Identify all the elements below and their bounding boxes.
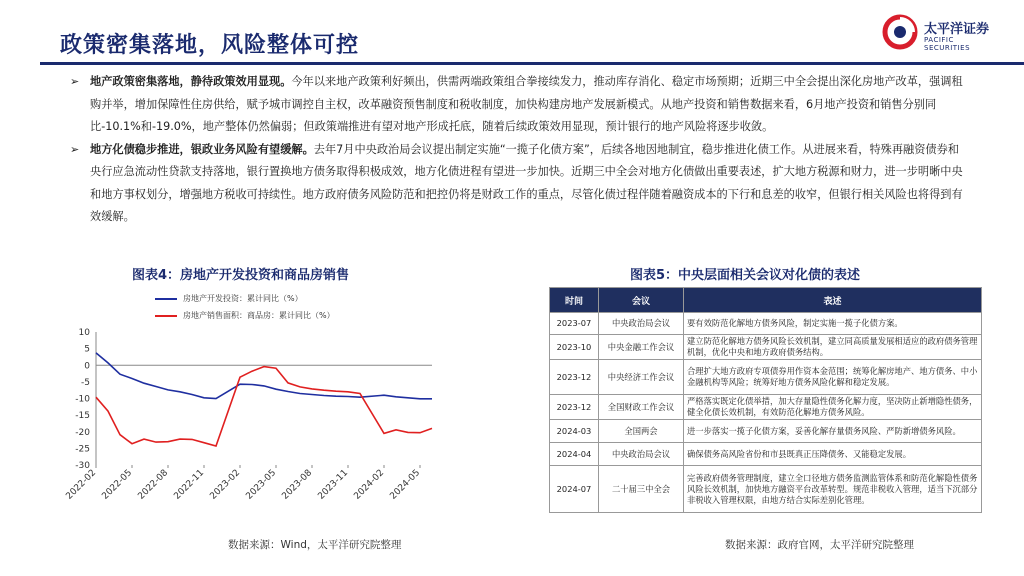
legend-swatch-red <box>155 315 177 317</box>
legend-label: 房地产销售面积：商品房：累计同比（%） <box>183 311 335 320</box>
y-tick-label: -15 <box>75 411 90 422</box>
x-tick-label: 2023-05 <box>244 468 279 502</box>
table-row <box>550 313 982 335</box>
logo-emblem-icon <box>882 14 918 50</box>
legend-item <box>155 290 335 307</box>
logo-name-cn: 太平洋证券 <box>924 22 990 37</box>
x-tick-label: 2023-02 <box>208 468 243 502</box>
debt-policy-table <box>549 287 982 513</box>
chart4-source: 数据来源：Wind，太平洋研究院整理 <box>228 539 402 551</box>
cell-statement: 完善政府债务管理制度，建立全口径地方债务监测监管体系和防范化解隐性债务风险长效机制，加快地方融资平台改革转型。规范非税收入管理，适当下沉部分非税收入管理权限，由地方结合实际差别化管理。 <box>684 466 982 513</box>
table-row <box>550 395 982 420</box>
table-row <box>550 335 982 360</box>
x-tick-label: 2023-08 <box>280 468 315 502</box>
cell-time: 2024-04 <box>550 443 599 466</box>
y-tick-label: -10 <box>75 394 90 405</box>
bullet-item <box>70 139 970 229</box>
cell-time: 2023-07 <box>550 313 599 335</box>
x-tick-label: 2022-05 <box>100 468 135 502</box>
cell-time: 2023-12 <box>550 360 599 395</box>
arrow-bullet-icon: ➢ <box>70 142 80 156</box>
logo-name-en: PACIFIC SECURITIES <box>924 36 971 52</box>
y-tick-label: 0 <box>84 361 90 372</box>
x-tick-label: 2022-02 <box>64 468 99 502</box>
column-header-time: 时间 <box>550 288 599 313</box>
x-tick-label: 2022-08 <box>136 468 171 502</box>
bullet-lead: 地方化债稳步推进，银政业务风险有望缓解。 <box>90 142 314 156</box>
series-line-investment <box>96 353 432 399</box>
table-row <box>550 466 982 513</box>
y-tick-label: 10 <box>78 328 90 338</box>
series-line-sales-area <box>96 367 432 446</box>
chart5-source: 数据来源：政府官网，太平洋研究院整理 <box>725 539 914 551</box>
cell-meeting: 全国两会 <box>599 420 684 443</box>
company-logo <box>882 14 1002 50</box>
y-tick-label: 5 <box>84 344 90 355</box>
x-tick-label: 2024-05 <box>388 468 423 502</box>
summary-bullets <box>70 71 970 229</box>
cell-time: 2023-12 <box>550 395 599 420</box>
cell-statement: 合理扩大地方政府专项债券用作资本金范围；统筹化解房地产、地方债务、中小金融机构等风险；统筹好地方债务风险化解和稳定发展。 <box>684 360 982 395</box>
column-header-statement: 表述 <box>684 288 982 313</box>
bullet-lead: 地产政策密集落地，静待政策效用显现。 <box>90 75 292 88</box>
table-row <box>550 360 982 395</box>
cell-time: 2024-07 <box>550 466 599 513</box>
bullet-item <box>70 71 970 139</box>
x-tick-label: 2024-02 <box>352 468 387 502</box>
cell-meeting: 中央金融工作会议 <box>599 335 684 360</box>
cell-meeting: 二十届三中全会 <box>599 466 684 513</box>
legend-swatch-blue <box>155 298 177 300</box>
cell-meeting: 中央政治局会议 <box>599 443 684 466</box>
x-tick-label: 2023-11 <box>316 468 351 502</box>
bullet-text: 去年7月中央政治局会议提出制定实施“一揽子化债方案”，后续各地因地制宜，稳步推进化债工作。从进展来看，特殊再融资债券和央行应急流动性贷款支持落地，银行置换地方债务取得积极成效，地方化债进程有望进一步加快。近期三中全会对地方化债做出重要表述，扩大地方税源和财力，进一步明晰中央和地方事权划分，增强地方税收可持续性。地方政府债务风险防范和把控仍将是财政工作的重点，尽管化债过程伴随着融资成本的下行和息差的收窄，但银行相关风险也将得到有效缓解。 <box>90 142 963 223</box>
table-row <box>550 420 982 443</box>
cell-time: 2024-03 <box>550 420 599 443</box>
page-title: 政策密集落地，风险整体可控 <box>60 33 360 58</box>
cell-statement: 严格落实既定化债举措，加大存量隐性债务化解力度，坚决防止新增隐性债务，健全化债长效机制，有效防范化解地方债务风险。 <box>684 395 982 420</box>
chart5-title: 图表5：中央层面相关会议对化债的表述 <box>630 268 861 283</box>
cell-statement: 确保债务高风险省份和市县既真正压降债务、又能稳定发展。 <box>684 443 982 466</box>
y-tick-label: -25 <box>75 444 90 455</box>
column-header-meeting: 会议 <box>599 288 684 313</box>
table-header-row <box>550 288 982 313</box>
y-tick-label: -20 <box>75 427 90 438</box>
cell-time: 2023-10 <box>550 335 599 360</box>
table-row <box>550 443 982 466</box>
bullet-text: 今年以来地产政策利好频出，供需两端政策组合拳接续发力，推动库存消化、稳定市场预期；近期三中全会提出深化房地产改革，强调租购并举，增加保障性住房供给，赋予城市调控自主权，改革融资预售制度和税收制度，加快构建房地产发展新模式。从地产投资和销售数据来看，6月地产投资和销售分别同比-10.1%和-19.0%，地产整体仍然偏弱；但政策端推进有望对地产形成托底，随着后续政策效用显现，预计银行的地产风险将逐步收敛。 <box>90 75 963 133</box>
x-tick-label: 2022-11 <box>172 468 207 502</box>
y-tick-label: -5 <box>81 377 90 388</box>
cell-statement: 建立防范化解地方债务风险长效机制，建立同高质量发展相适应的政府债务管理机制，优化中央和地方政府债务结构。 <box>684 335 982 360</box>
chart4-title: 图表4：房地产开发投资和商品房销售 <box>132 268 350 283</box>
cell-statement: 进一步落实一揽子化债方案，妥善化解存量债务风险、严防新增债务风险。 <box>684 420 982 443</box>
legend-label: 房地产开发投资：累计同比（%） <box>183 294 303 303</box>
y-tick-label: -30 <box>75 461 90 471</box>
line-chart <box>60 320 450 535</box>
title-divider <box>40 62 1024 65</box>
cell-statement: 要有效防范化解地方债务风险，制定实施一揽子化债方案。 <box>684 313 982 335</box>
cell-meeting: 中央经济工作会议 <box>599 360 684 395</box>
cell-meeting: 全国财政工作会议 <box>599 395 684 420</box>
cell-meeting: 中央政治局会议 <box>599 313 684 335</box>
chart-legend <box>155 290 335 324</box>
arrow-bullet-icon: ➢ <box>70 75 80 88</box>
